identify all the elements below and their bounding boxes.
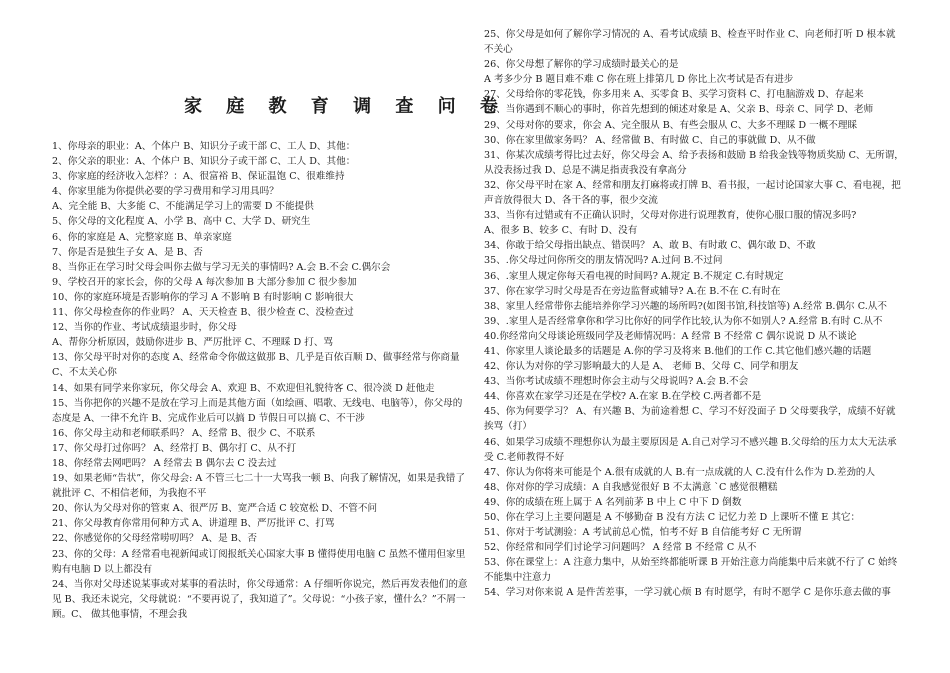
question-line: 28、当你遇到不顺心的事时，你首先想到的倾述对象是 A、父亲 B、母亲 C、同学 D、老师	[484, 104, 874, 116]
question-line: 18、你经常去网吧吗？ A 经常去 B 偶尔去 C 没去过	[52, 457, 277, 469]
question-line: 52、你经常和同学们讨论学习问题吗？ A 经常 B 不经常 C 从不	[484, 542, 757, 554]
question-list-left	[52, 139, 470, 622]
question-line: 22、你感觉你的父母经常唠叨吗？ A、是 B、否	[52, 533, 257, 545]
question-line: 33、当你有过错或有不正确认识时，父母对你进行说理教育，使你心服口服的情况多吗?	[484, 210, 857, 222]
question-line: 3、你家庭的经济收入怎样？：A、很富裕 B、保证温饱 C、很难维持	[52, 171, 345, 183]
question-line: 23、你的父母：A 经常看电视新闻或订阅报纸关心国家大事 B 懂得使用电脑 C 虽然不懂用但家里购有电脑 D 以上都没有	[52, 548, 466, 575]
question-line: 48、你对你的学习成绩：A 自我感觉很好 B 不太满意 `C 感觉很糟糕	[484, 481, 778, 493]
question-line: 12、当你的作业、考试成绩退步时，你父母	[52, 322, 237, 334]
question-line: 10、你的家庭环境是否影响你的学习 A 不影响 B 有时影响 C 影响很大	[52, 291, 354, 303]
question-line: 40.你经常向父母谈论班级同学及老师情况吗：A 经常 B 不经常 C 偶尔说说 D 从不谈论	[484, 330, 857, 342]
question-line: 35、.你父母过问你所交的朋友情况吗? A.过问 B.不过问	[484, 255, 723, 267]
question-line: A、很多 B、较多 C、有时 D、没有	[484, 225, 638, 237]
question-line: 39、.家里人是否经常拿你和学习比你好的同学作比较,认为你不如别人? A.经常 B.有时 C.从不	[484, 315, 883, 327]
question-line: 34、你敢于给父母指出缺点、错误吗？ A、敢 B、有时敢 C、偶尔敢 D、不敢	[484, 240, 816, 252]
question-line: 17、你父母打过你吗？ A、经常打 B、偶尔打 C、从不打	[52, 442, 297, 454]
question-line: 19、如果老师“告状”，你父母会: A 不管三七二十一大骂我一顿 B、向我了解情况，如果是我错了就批评 C、不相信老师，为我抱不平	[52, 473, 465, 500]
question-line: 8、当你正在学习时父母会叫你去做与学习无关的事情吗? A.会 B.不会 C.偶尔会	[52, 261, 391, 273]
question-line: A、帮你分析原因，鼓励你进步 B、严厉批评 C、不理睬 D 打、骂	[52, 337, 334, 349]
question-line: 53、你在课堂上：A 注意力集中，从始至终都能听课 B 开始注意力尚能集中后来就不行了 C 始终不能集中注意力	[484, 557, 898, 584]
question-line: 45、你为何要学习？ A、有兴趣 B、为前途着想 C、学习不好没面子 D 父母要我学，成绩不好就挨骂（打）	[484, 406, 896, 433]
question-line: 30、你在家里做家务吗？ A、经常做 B、有时做 C、自己的事就做 D、从不做	[484, 134, 816, 146]
question-line: 26、你父母想了解你的学习成绩时最关心的是	[484, 59, 679, 71]
question-line: 51、你对于考试测验：A 考试前总心慌，怕考不好 B 自信能考好 C 无所谓	[484, 527, 802, 539]
question-line: 38、家里人经常带你去能培养你学习兴趣的场所吗?(如图书馆,科技馆等) A.经常 B.偶尔 C.从不	[484, 300, 887, 312]
question-line: 49、你的成绩在班上属于 A 名列前茅 B 中上 C 中下 D 倒数	[484, 496, 742, 508]
question-line: 11、你父母检查你的作业吗？ A、天天检查 B、很少检查 C、没检查过	[52, 307, 354, 319]
question-line: 5、你父母的文化程度 A、小学 B、高中 C、大学 D、研究生	[52, 216, 311, 228]
question-line: 1、你母亲的职业：A、个体户 B、知识分子或干部 C、工人 D、其他：	[52, 141, 356, 152]
question-list-right	[484, 27, 904, 601]
question-line: A、完全能 B、大多能 C、不能满足学习上的需要 D 不能提供	[52, 201, 314, 213]
question-line: 6、你的家庭是 A、完整家庭 B、单亲家庭	[52, 231, 232, 243]
question-line: 7、你是否是独生子女 A、是 B、否	[52, 246, 203, 258]
question-line: 21、你父母教育你常用何种方式 A、讲道理 B、严厉批评 C、打骂	[52, 518, 335, 530]
question-line: 46、如果学习成绩不理想你认为最主要原因是 A.自己对学习不感兴趣 B.父母给的压力太大无法承受 C.老师教得不好	[484, 436, 897, 463]
question-line: 32、你父母平时在家 A、经常和朋友打麻将或打牌 B、看书报，一起讨论国家大事 C、看电视，把声音放得很大 D、各干各的事，很少交流	[484, 179, 901, 207]
question-line: 29、父母对你的要求，你会 A、完全服从 B、有些会服从 C、大多不理睬 D 一概不理睬	[484, 119, 858, 131]
question-line: 16、你父母主动和老师联系吗？ A、经常 B、很少 C、不联系	[52, 427, 316, 439]
question-line: 44、你喜欢在家学习还是在学校? A.在家 B.在学校 C.两者都不是	[484, 391, 762, 403]
question-line: 31、你某次成绩考得比过去好，你父母会 A、给予表扬和鼓励 B 给我金钱等物质奖励 C、无所谓，从没表扬过我 D、总是不满足指责我没有拿高分	[484, 149, 904, 176]
question-line: 54、学习对你来说 A 是件苦差事，一学习就心烦 B 有时愿学，有时不愿学 C 是你乐意去做的事	[484, 587, 891, 599]
question-line: 37、你在家学习时父母是否在旁边监督或辅导? A.在 B.不在 C.有时在	[484, 285, 781, 297]
question-line: 4、你家里能为你提供必要的学习费用和学习用具吗？	[52, 186, 279, 198]
question-line: 2、你父亲的职业：A、个体户 B、知识分子或干部 C、工人 D、其他：	[52, 156, 356, 168]
question-line: 24、当你对父母述说某事或对某事的看法时，你父母通常：A 仔细听你说完，然后再发表他们的意见 B、我还未说完，父母就说：“不要再说了，我知道了”。父母说：“小孩子家，懂什么？”不屑一顾。C、 做其他事情，不理会我	[52, 578, 468, 620]
question-line: 41、你家里人谈论最多的话题是 A.你的学习及将来 B.他们的工作 C.其它他们感兴趣的话题	[484, 345, 872, 357]
question-line: 47、你认为你将来可能是个 A.很有成就的人 B.有一点成就的人 C.没有什么作为 D.差劲的人	[484, 466, 876, 478]
question-line: A 考多少分 B 题目难不难 C 你在班上排第几 D 你比上次考试是否有进步	[484, 74, 794, 86]
question-line: 50、你在学习上主要问题是 A 不够勤奋 B 没有方法 C 记忆力差 D 上课听不懂 E 其它：	[484, 512, 861, 523]
question-line: 27、父母给你的零花钱，你多用来 A、买零食 B、买学习资料 C、打电脑游戏 D、存起来	[484, 89, 864, 101]
question-line: 15、当你把你的兴趣不是放在学习上而是其他方面（如绘画、唱歌、无线电、电脑等），你父母的态度是 A、一律不允许 B、完成作业后可以搞 D 节假日可以搞 C、不干涉	[52, 397, 463, 424]
question-line: 13、你父母平时对你的态度 A、经常命令你做这做那 B、几乎是百依百顺 D、做事经常与你商量 C、不太关心你	[52, 352, 460, 379]
page-title: 家 庭 教 育 调 查 问 卷	[184, 96, 507, 117]
question-line: 20、你认为父母对你的管束 A、很严厉 B、宽严合适 C 较宽松 D、不管不问	[52, 503, 378, 515]
question-line: 42、你认为对你的学习影响最大的人是 A、 老师 B、父母 C、同学和朋友	[484, 361, 799, 373]
question-line: 9、学校召开的家长会，你的父母 A 每次参加 B 大部分参加 C 很少参加	[52, 276, 357, 288]
question-line: 14、如果有同学来你家玩，你父母会 A、欢迎 B、不欢迎但礼貌待客 C、很冷淡 D 赶他走	[52, 382, 435, 394]
question-line: 25、你父母是如何了解你学习情况的 A、看考试成绩 B、检查平时作业 C、向老师打听 D 根本就不关心	[484, 29, 896, 56]
question-line: 36、.家里人规定你每天看电视的时间吗? A.规定 B.不规定 C.有时规定	[484, 270, 784, 282]
question-line: 43、当你考试成绩不理想时你会主动与父母说吗? A.会 B.不会	[484, 376, 749, 388]
